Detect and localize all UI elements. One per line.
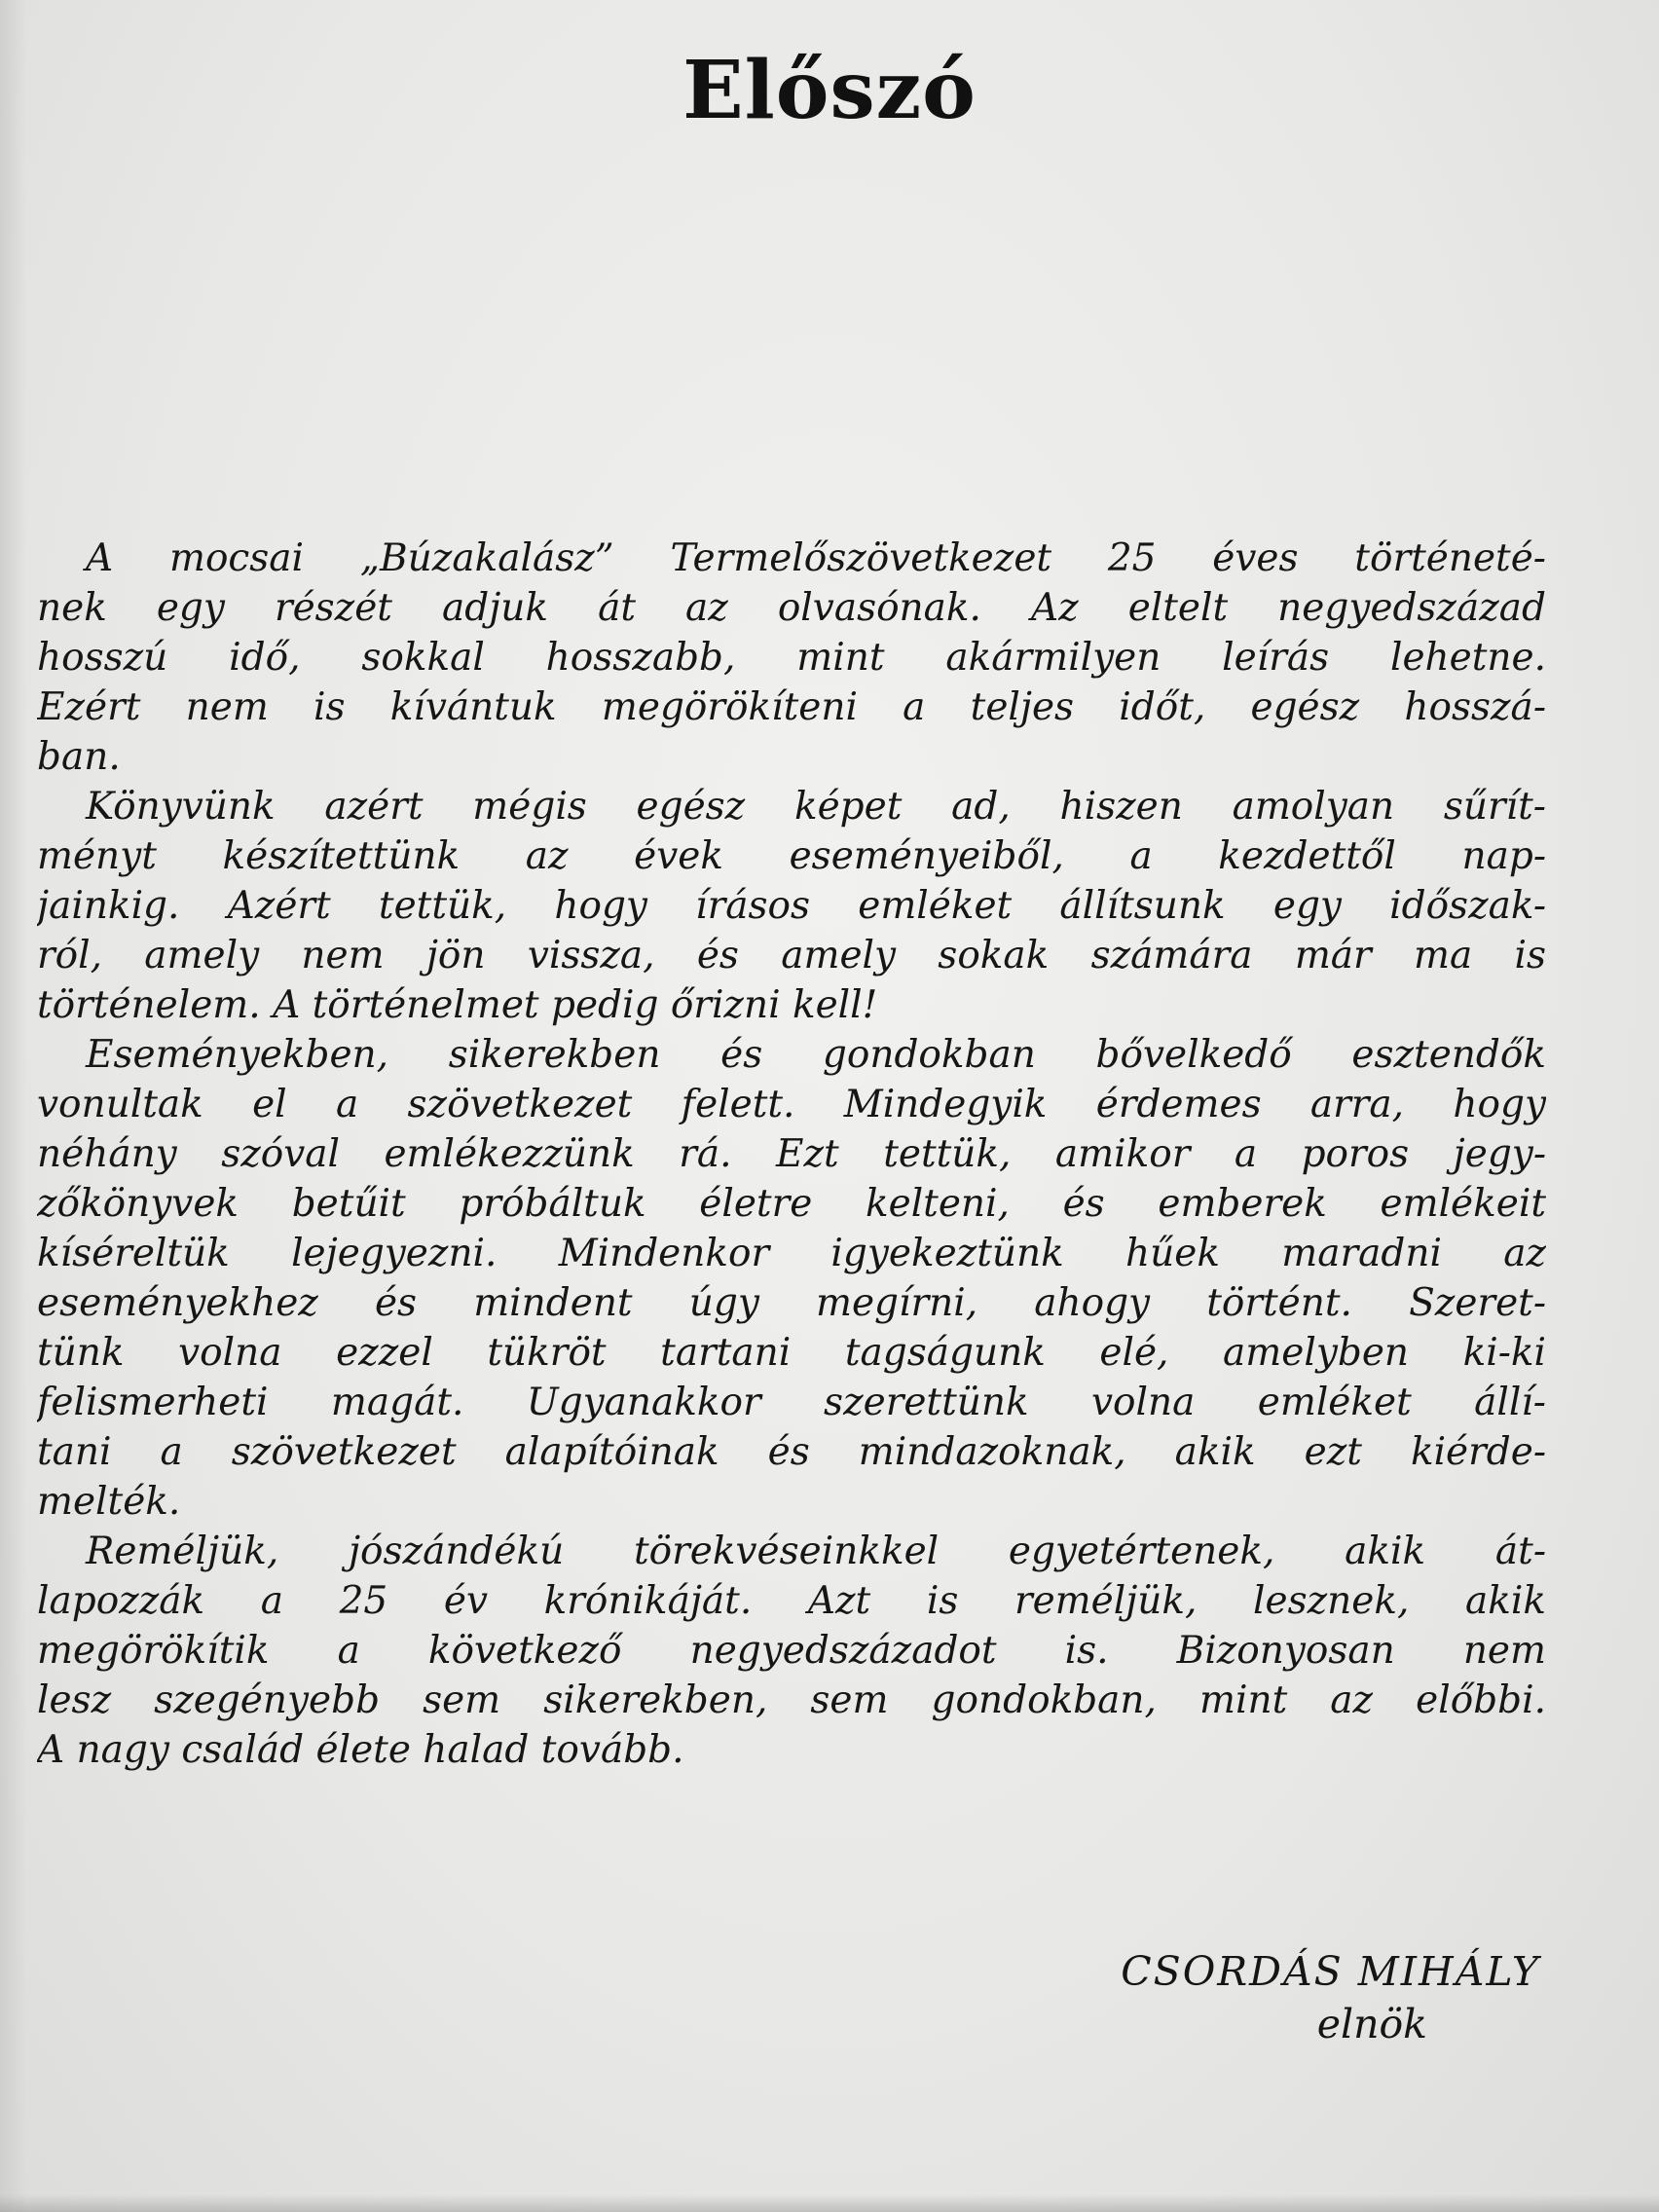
text-line: ról, amely nem jön vissza, és amely sokak számára már ma is bbox=[37, 934, 1546, 977]
text-line: hosszú idő, sokkal hosszabb, mint akármilyen leírás lehetne. bbox=[37, 636, 1546, 680]
signature-block bbox=[859, 1945, 1540, 2050]
signatory-name: CSORDÁS MIHÁLY bbox=[1121, 1948, 1540, 1995]
paragraph-4 bbox=[37, 1527, 1546, 1775]
text-line: A nagy család élete halad tovább. bbox=[37, 1728, 684, 1772]
text-line: eseményekhez és mindent úgy megírni, ahogy történt. Szeret- bbox=[37, 1281, 1546, 1325]
text-line: lapozzák a 25 év krónikáját. Azt is reméljük, lesznek, akik bbox=[37, 1579, 1546, 1623]
text-line: lesz szegényebb sem sikerekben, sem gondokban, mint az előbbi. bbox=[37, 1678, 1546, 1722]
page-title: Előszó bbox=[682, 44, 977, 137]
text-line: történelem. A történelmet pedig őrizni kell! bbox=[37, 983, 878, 1027]
text-line: tani a szövetkezet alapítóinak és mindazoknak, akik ezt kiérde- bbox=[37, 1430, 1546, 1474]
text-line: jainkig. Azért tettük, hogy írásos emléket állítsunk egy időszak- bbox=[37, 884, 1546, 928]
text-line: megörökítik a következő negyedszázadot is. Bizonyosan nem bbox=[37, 1629, 1546, 1673]
text-line: ményt készítettünk az évek eseményeiből, a kezdettől nap- bbox=[37, 834, 1546, 878]
text-line: Könyvünk azért mégis egész képet ad, hiszen amolyan sűrít- bbox=[86, 785, 1546, 829]
page-bottom-shadow bbox=[0, 2194, 1659, 2212]
text-line: felismerheti magát. Ugyanakkor szerettünk volna emléket állí- bbox=[37, 1381, 1546, 1424]
paragraph-3 bbox=[37, 1030, 1546, 1527]
foreword-body bbox=[37, 534, 1546, 1775]
text-line: tünk volna ezzel tükröt tartani tagságunk elé, amelyben ki-ki bbox=[37, 1331, 1546, 1375]
text-line: nek egy részét adjuk át az olvasónak. Az eltelt negyedszázad bbox=[37, 586, 1546, 630]
text-line: Reméljük, jószándékú törekvéseinkkel egyetértenek, akik át- bbox=[86, 1530, 1546, 1573]
text-line: vonultak el a szövetkezet felett. Mindegyik érdemes arra, hogy bbox=[37, 1083, 1546, 1126]
text-line: néhány szóval emlékezzünk rá. Ezt tettük, amikor a poros jegy- bbox=[37, 1132, 1546, 1176]
paragraph-1 bbox=[37, 534, 1546, 782]
text-line: melték. bbox=[37, 1480, 181, 1524]
text-line: zőkönyvek betűit próbáltuk életre kelteni, és emberek emlékeit bbox=[37, 1182, 1546, 1226]
text-line: A mocsai „Búzakalász” Termelőszövetkezet 25 éves történeté- bbox=[86, 536, 1546, 580]
text-line: ban. bbox=[37, 735, 121, 779]
text-line: kíséreltük lejegyezni. Mindenkor igyekeztünk hűek maradni az bbox=[37, 1232, 1546, 1275]
signatory-role: elnök bbox=[1316, 2001, 1427, 2047]
text-line: Ezért nem is kívántuk megörökíteni a teljes időt, egész hosszá- bbox=[37, 685, 1546, 729]
text-line: Eseményekben, sikerekben és gondokban bővelkedő esztendők bbox=[86, 1033, 1546, 1077]
page-binding-shadow bbox=[0, 0, 27, 2212]
paragraph-2 bbox=[37, 782, 1546, 1030]
